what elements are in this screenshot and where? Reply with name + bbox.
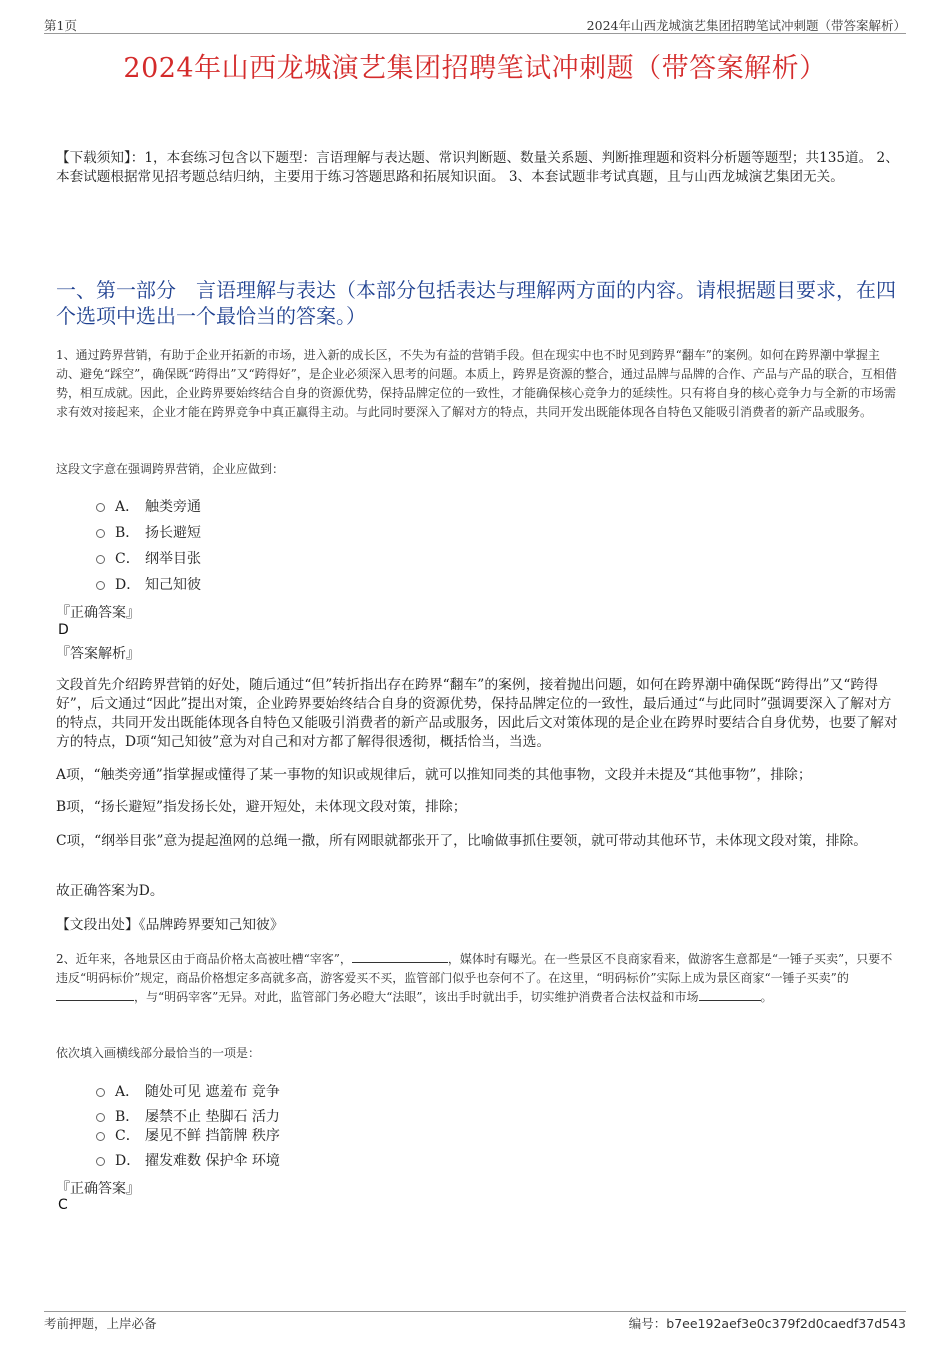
q1-analysis-paragraph: 文段首先介绍跨界营销的好处，随后通过“但”转折指出存在跨界“翻车”的案例，接着抛出问题，如何在跨界潮中确保既“跨得出”又“跨得好”，后文通过“因此”提出对策，企业跨界要始终结合自身的资源优势，保持品牌定位的一致性，最后通过“与此同时”强调要深入了解对方的特点，共同开发出既能体现各自特色又能吸引消费者的新产品或服务，因此后文对策体现的是企业在跨界时要结合自身优势，也要了解对方的特点，D项“知己知彼”意为对自己和对方都了解得很透彻，概括恰当，当选。 [56,677,898,750]
q2-answer-label: 『正确答案』 [56,1181,140,1197]
option-text: 屡见不鲜 挡箭牌 秩序 [145,1128,280,1144]
q2-answer: C [58,1197,68,1213]
radio-icon[interactable] [96,529,105,538]
q1-answer-label: 『正确答案』 [56,605,140,621]
option-text: 扬长避短 [145,525,201,541]
q2-text-part4: 。 [760,990,773,1004]
q1-analysis-option-b: B项，“扬长避短”指发扬长处，避开短处，未体现文段对策，排除； [56,799,467,815]
q1-analysis-conclusion: 故正确答案为D。 [56,883,164,899]
option-text: 知己知彼 [145,577,201,593]
q1-option-b[interactable] [96,522,201,542]
question-1-text: 1、通过跨界营销，有助于企业开拓新的市场，进入新的成长区，不失为有益的营销手段。但在现实中也不时见到跨界“翻车”的案例。如何在跨界潮中掌握主动、避免“踩空”，确保既“跨得出”又“跨得好”，是企业必须深入思考的问题。本质上，跨界是资源的整合，通过品牌与品牌的合作、产品与产品的联合，互相借势，相互成就。因此，企业跨界要始终结合自身的资源优势，保持品牌定位的一致性，才能确保核心竞争力的延续性。只有将自身的核心竞争力与全新的市场需求有效对接起来，企业才能在跨界竞争中真正赢得主动。与此同时要深入了解对方的特点，共同开发出既能体现各自特色又能吸引消费者的新产品或服务。 [56,348,897,419]
fill-blank-1[interactable] [352,950,448,963]
question-1-prompt: 这段文字意在强调跨界营销，企业应做到： [56,462,285,476]
q1-answer: D [58,622,69,638]
option-letter: D． [115,1153,141,1169]
option-letter: C． [115,551,140,567]
q1-option-c[interactable] [96,548,201,568]
option-letter: A． [115,1084,140,1100]
radio-icon[interactable] [96,1132,105,1141]
section-title: 一、第一部分 言语理解与表达（本部分包括表达与理解两方面的内容。请根据题目要求，在四个选项中选出一个最恰当的答案。） [56,278,896,328]
q1-analysis-option-a: A项，“触类旁通”指掌握或懂得了某一事物的知识或规律后，就可以推知同类的其他事物，文段并未提及“其他事物”，排除； [56,767,812,783]
radio-icon[interactable] [96,555,105,564]
option-text: 擢发难数 保护伞 环境 [145,1153,280,1169]
q1-option-d[interactable] [96,574,201,594]
footer-divider [44,1311,906,1312]
download-notice: 【下载须知】：1，本套练习包含以下题型：言语理解与表达题、常识判断题、数量关系题、判断推理题和资料分析题等题型；共135道。 2、本套试题根据常见招考题总结归纳，主要用于练习答题思路和拓展知识面。 3、本套试题非考试真题，且与山西龙城演艺集团无关。 [56,150,899,185]
question-2-text [56,950,902,1007]
option-letter: A． [115,499,140,515]
option-letter: C． [115,1128,140,1144]
option-text: 纲举目张 [145,551,201,567]
footer-code-label: 编号： [628,1316,667,1331]
q2-option-b[interactable] [96,1106,280,1126]
radio-icon[interactable] [96,1157,105,1166]
fill-blank-3[interactable] [699,988,761,1001]
footer-slogan: 考前押题，上岸必备 [44,1316,157,1331]
q2-text-part3: ，与“明码宰客”无异。对此，监管部门务必瞪大“法眼”，该出手时就出手，切实维护消费者合法权益和市场 [134,990,699,1004]
radio-icon[interactable] [96,1088,105,1097]
q1-source: 【文段出处】《品牌跨界要知己知彼》 [56,917,284,933]
option-letter: B． [115,525,140,541]
radio-icon[interactable] [96,1113,105,1122]
option-letter: D． [115,577,141,593]
q1-option-a[interactable] [96,496,201,516]
option-text: 随处可见 遮羞布 竞争 [145,1084,280,1100]
option-letter: B． [115,1109,140,1125]
q1-analysis-option-c: C项，“纲举目张”意为提起渔网的总绳一撒，所有网眼就都张开了，比喻做事抓住要领，就可带动其他环节，未体现文段对策，排除。 [56,833,868,849]
fill-blank-2[interactable] [56,988,134,1001]
page-number: 第1页 [44,18,77,33]
header-doc-title: 2024年山西龙城演艺集团招聘笔试冲刺题（带答案解析） [586,18,906,33]
radio-icon[interactable] [96,503,105,512]
q2-text-part2: ，媒体时有曝光。在一些景区不良商家看来，做游客生意都是“一锤子买卖”，只要不违反“明码标价”规定，商品价格想定多高就多高，游客爱买不买，监管部门似乎也奈何不了。在这里，“明码标价”实际上成为景区商家“一锤子买卖”的 [56,952,893,985]
q2-option-a[interactable] [96,1081,280,1101]
q1-analysis-label: 『答案解析』 [56,646,140,662]
q2-option-d[interactable] [96,1150,280,1170]
footer-code [629,1314,906,1332]
q2-text-part1: 2、近年来，各地景区由于商品价格太高被吐槽“宰客”， [56,952,352,966]
option-text: 屡禁不止 垫脚石 活力 [145,1109,280,1125]
question-2-prompt: 依次填入画横线部分最恰当的一项是： [56,1046,261,1060]
option-text: 触类旁通 [145,499,201,515]
radio-icon[interactable] [96,581,105,590]
q2-option-c[interactable] [96,1125,280,1145]
footer-code-value: b7ee192aef3e0c379f2d0caedf37d543 [666,1316,906,1331]
header-divider [44,33,906,34]
page-title: 2024年山西龙城演艺集团招聘笔试冲刺题（带答案解析） [123,53,827,84]
